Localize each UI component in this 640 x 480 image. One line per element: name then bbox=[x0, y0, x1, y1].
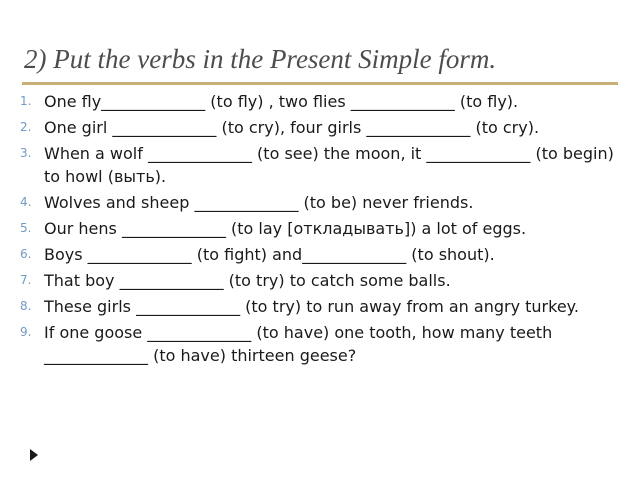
item-text: When a wolf _____________ (to see) the moon, it _____________ (to begin) to howl (выть). bbox=[44, 144, 614, 186]
list-item bbox=[20, 191, 620, 214]
item-number: 8. bbox=[20, 299, 32, 313]
item-number: 1. bbox=[20, 94, 32, 108]
item-number: 4. bbox=[20, 195, 32, 209]
item-number: 6. bbox=[20, 247, 32, 261]
item-text: If one goose _____________ (to have) one tooth, how many teeth _____________ (to have) thirteen geese? bbox=[44, 323, 553, 365]
page-title: 2) Put the verbs in the Present Simple form. bbox=[24, 44, 497, 74]
title-divider bbox=[22, 82, 618, 85]
item-number: 5. bbox=[20, 221, 32, 235]
item-number: 3. bbox=[20, 146, 32, 160]
list-item bbox=[20, 295, 620, 318]
item-text: One fly_____________ (to fly) , two flies _____________ (to fly). bbox=[44, 92, 519, 111]
list-item bbox=[20, 217, 620, 240]
item-text: Wolves and sheep _____________ (to be) never friends. bbox=[44, 193, 474, 212]
list-item bbox=[20, 269, 620, 292]
item-text: Our hens _____________ (to lay [откладывать]) a lot of eggs. bbox=[44, 219, 527, 238]
item-text: These girls _____________ (to try) to run away from an angry turkey. bbox=[44, 297, 579, 316]
item-number: 9. bbox=[20, 325, 32, 339]
list-item bbox=[20, 142, 620, 188]
list-item bbox=[20, 116, 620, 139]
list-item bbox=[20, 321, 620, 367]
item-number: 2. bbox=[20, 120, 32, 134]
item-number: 7. bbox=[20, 273, 32, 287]
list-item bbox=[20, 90, 620, 113]
item-text: One girl _____________ (to cry), four girls _____________ (to cry). bbox=[44, 118, 540, 137]
play-arrow-icon[interactable] bbox=[30, 449, 38, 461]
item-text: Boys _____________ (to fight) and_____________ (to shout). bbox=[44, 245, 495, 264]
exercise-list bbox=[20, 90, 620, 370]
item-text: That boy _____________ (to try) to catch some balls. bbox=[44, 271, 451, 290]
list-item bbox=[20, 243, 620, 266]
